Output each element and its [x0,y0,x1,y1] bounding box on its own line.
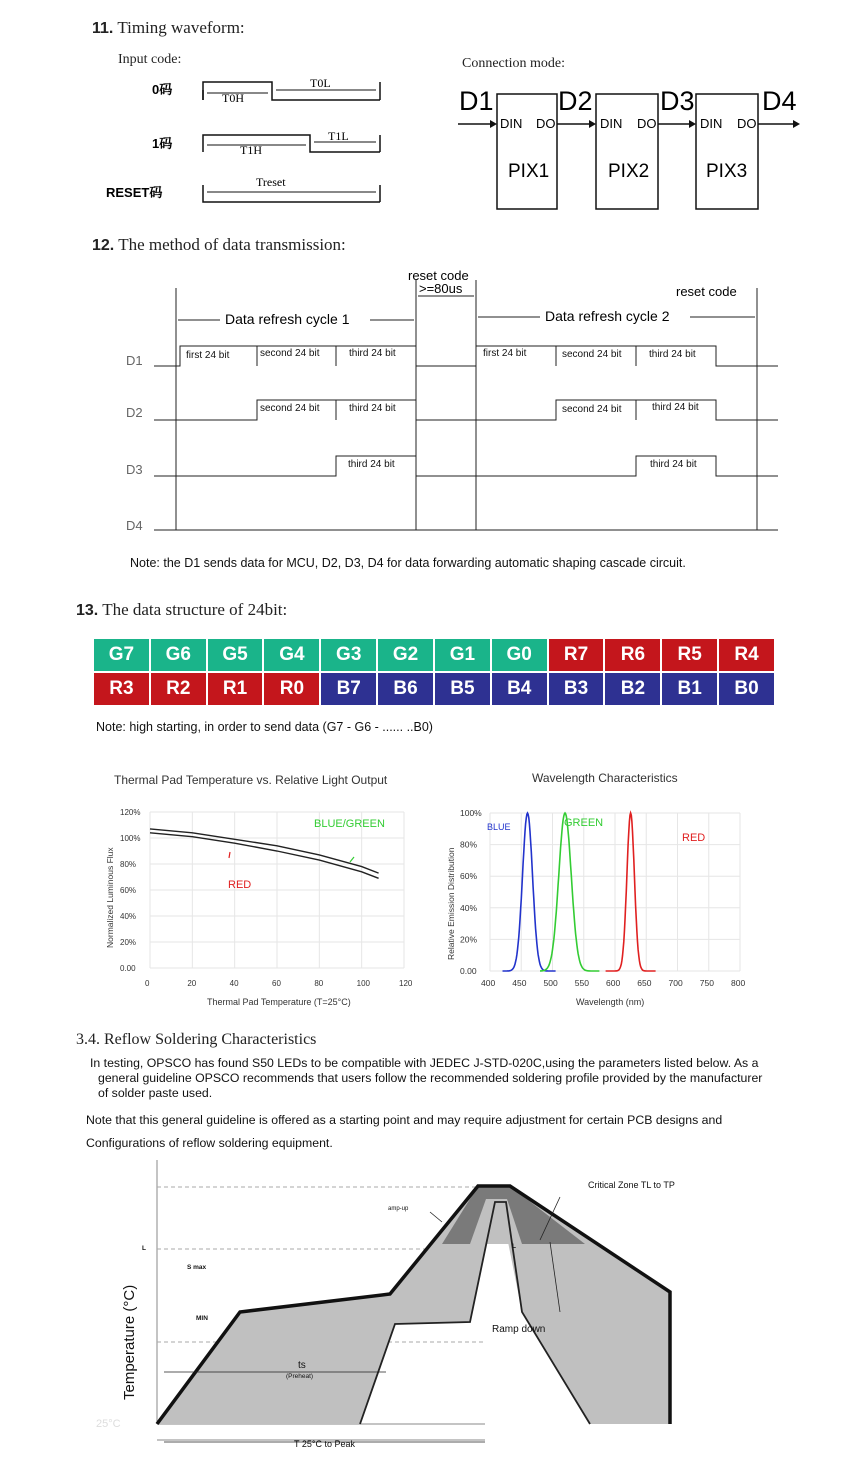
pix3-do: DO [737,116,757,131]
x-tick-label: 550 [574,978,589,988]
transmission-diagram [0,262,856,552]
reset-time-label: >=80us [419,281,463,296]
p1-line-2: general guideline OPSCO recommends that users follow the recommended soldering profile provided by the manufacturer [98,1071,763,1085]
x-tick-label: 600 [606,978,621,988]
bit-cell: R4 [719,639,774,671]
section-12-heading [92,235,346,255]
y-tick-label: 100% [120,834,141,843]
pix1-label: PIX1 [508,161,550,182]
p2-line-1: Note that this general guideline is offered as a starting point and may require adjustment for certain PCB designs and [86,1113,723,1127]
node-d3: D3 [660,86,695,116]
x-tick-label: 450 [512,978,527,988]
bit-cell: G0 [492,639,547,671]
pix1-do: DO [536,116,556,131]
d3-third-2: third 24 bit [650,459,697,470]
node-d4: D4 [762,86,797,116]
section-11-number: 11. [92,20,114,37]
row-label-0: 0码 [152,82,173,97]
section-34-paragraph-1 [90,1056,810,1101]
series-line-red [606,813,656,971]
cycle-2-label: Data refresh cycle 2 [545,308,670,324]
green-pointer [350,857,354,862]
x-tick-label: 20 [187,979,197,988]
bit-structure-table [92,637,776,707]
wavelength-chart [440,768,770,1013]
t1l-label: T1L [328,129,349,143]
bit-cell: R0 [264,673,319,705]
line-label-d1: D1 [126,353,143,368]
pix2-din: DIN [600,116,623,131]
x-tick-label: 500 [543,978,558,988]
timing-waveform-diagram [0,60,420,220]
d1-third-1: third 24 bit [349,348,396,359]
section-11-title: Timing waveform: [117,18,245,37]
row-label-1: 1码 [152,136,173,151]
row-label-2: RESET码 [106,185,163,200]
bit-row-2 [94,673,774,705]
section-12-note: Note: the D1 sends data for MCU, D2, D3, D4 for data forwarding automatic shaping cascade circuit. [130,556,686,570]
reflow-ylabel: Temperature (°C) [121,1284,138,1400]
bit-cell: R2 [151,673,206,705]
red-pointer [229,852,230,858]
connection-mode-label: Connection mode: [462,56,566,71]
legend-red: RED [682,832,706,844]
d2-second-1: second 24 bit [260,403,320,414]
t25-peak-label: T 25°C to Peak [294,1439,355,1449]
d1-second-2: second 24 bit [562,349,622,360]
y-tick-label: 60% [120,886,137,895]
connection-mode-diagram [450,80,810,215]
bit-cell: R6 [605,639,660,671]
s-min-label: MIN [196,1315,208,1322]
x-tick-label: 60 [272,979,281,988]
d2-second-2: second 24 bit [562,404,622,415]
ts-label: ts [298,1360,306,1371]
series-line-blue [503,813,556,971]
line-label-d3: D3 [126,462,143,477]
bit-cell: R5 [662,639,717,671]
bit-cell: B1 [662,673,717,705]
y-tick-label: 40% [460,902,478,913]
tl-label-left: L [142,1245,146,1252]
pix1-box [497,94,557,209]
tl-label-right: L [512,1243,516,1250]
t0h-label: T0H [222,91,244,105]
series-line-red [150,833,379,879]
bit-row-1 [94,639,774,671]
x-tick-label: 40 [229,979,239,988]
node-d1: D1 [459,86,494,116]
d1-first-1: first 24 bit [186,350,230,361]
legend-green: GREEN [564,817,604,829]
section-13-heading [76,600,287,620]
ramp-up-label: amp-up [388,1206,409,1212]
wavelength-chart-ylabel: Relative Emission Distribution [446,847,456,960]
bit-cell: G1 [435,639,490,671]
thermal-chart-xlabel: Thermal Pad Temperature (T=25°C) [207,997,351,1007]
cycle-1-label: Data refresh cycle 1 [225,311,350,327]
critical-zone-label: Critical Zone TL to TP [588,1180,675,1190]
d2-third-2: third 24 bit [652,402,699,413]
section-34-title: 3.4. Reflow Soldering Characteristics [76,1031,317,1048]
bit-cell: B0 [719,673,774,705]
legend-red: RED [228,879,252,891]
thermal-chart [100,768,420,1013]
bit-cell: R3 [94,673,149,705]
series-line-green [540,813,599,971]
bit-cell: G7 [94,639,149,671]
wavelength-chart-xlabel: Wavelength (nm) [576,997,645,1007]
thermal-chart-title: Thermal Pad Temperature vs. Relative Light Output [114,773,388,787]
treset-label: Treset [256,175,286,189]
section-12-number: 12. [92,237,115,254]
x-tick-label: 800 [731,978,746,988]
reflow-t25c: 25°C [96,1418,121,1430]
d3-third-1: third 24 bit [348,459,395,470]
input-code-label: Input code: [118,52,182,67]
line-label-d4: D4 [126,518,143,533]
y-tick-label: 0.00 [460,966,477,976]
y-tick-label: 80% [460,839,478,850]
pix1-din: DIN [500,116,523,131]
bit-cell: R7 [549,639,604,671]
waveform-1-code [203,135,380,152]
section-13-note: Note: high starting, in order to send data (G7 - G6 - ...... ..B0) [96,720,433,734]
pix2-box [596,94,658,209]
section-34-paragraph-2 [86,1109,806,1155]
bit-cell: G4 [264,639,319,671]
reset-code-right-label: reset code [676,284,737,299]
preheat-label: (Preheat) [286,1373,314,1380]
x-tick-label: 120 [399,979,413,988]
y-tick-label: 20% [460,934,478,945]
d1-first-2: first 24 bit [483,348,527,359]
reflow-profile-diagram [90,1152,730,1452]
y-tick-label: 100% [460,808,482,818]
bit-cell: G5 [208,639,263,671]
t0l-label: T0L [310,76,331,90]
s-max-label: S max [187,1264,207,1271]
p1-line-1: In testing, OPSCO has found S50 LEDs to be compatible with JEDEC J-STD-020C,using the parameters listed below. As a [90,1056,759,1070]
section-11-heading [92,18,245,38]
thermal-chart-ylabel: Normalized Luminous Flux [105,847,115,948]
bit-cell: B5 [435,673,490,705]
p2-line-2: Configurations of reflow soldering equipment. [86,1136,333,1150]
pix3-label: PIX3 [706,161,748,182]
x-tick-label: 0 [145,979,150,988]
wavelength-chart-title: Wavelength Characteristics [532,771,678,785]
bit-cell: G2 [378,639,433,671]
reflow-outer-area [157,1186,670,1424]
bit-cell: B4 [492,673,547,705]
p1-line-3: of solder paste used. [98,1086,213,1100]
d1-second-1: second 24 bit [260,348,320,359]
legend-blue-green: BLUE/GREEN [314,818,385,830]
x-tick-label: 650 [637,978,652,988]
bit-cell: B7 [321,673,376,705]
pix2-label: PIX2 [608,161,650,182]
bit-cell: R1 [208,673,263,705]
d2-third-1: third 24 bit [349,403,396,414]
reset-code-label: reset code [408,268,469,283]
x-tick-label: 100 [356,979,371,988]
y-tick-label: 40% [120,912,137,921]
pix2-do: DO [637,116,657,131]
bit-cell: G6 [151,639,206,671]
d1-third-2: third 24 bit [649,349,696,360]
pix3-din: DIN [700,116,723,131]
bit-cell: G3 [321,639,376,671]
x-tick-label: 750 [699,978,714,988]
x-tick-label: 80 [314,979,324,988]
x-tick-label: 400 [481,978,496,988]
pix3-box [696,94,758,209]
node-d2: D2 [558,86,593,116]
t1h-label: T1H [240,143,262,157]
legend-blue: BLUE [487,822,511,832]
y-tick-label: 60% [460,871,478,882]
bit-cell: B6 [378,673,433,705]
ramp-down-label: Ramp down [492,1324,546,1335]
bit-cell: B3 [549,673,604,705]
y-tick-label: 20% [120,938,137,947]
y-tick-label: 80% [120,860,137,869]
x-tick-label: 700 [668,978,683,988]
line-label-d2: D2 [126,405,143,420]
bit-cell: B2 [605,673,660,705]
waveform-reset [203,185,380,202]
section-13-number: 13. [76,602,99,619]
section-12-title: The method of data transmission: [118,235,346,254]
section-13-title: The data structure of 24bit: [102,600,288,619]
y-tick-label: 120% [120,808,141,817]
y-tick-label: 0.00 [120,964,136,973]
